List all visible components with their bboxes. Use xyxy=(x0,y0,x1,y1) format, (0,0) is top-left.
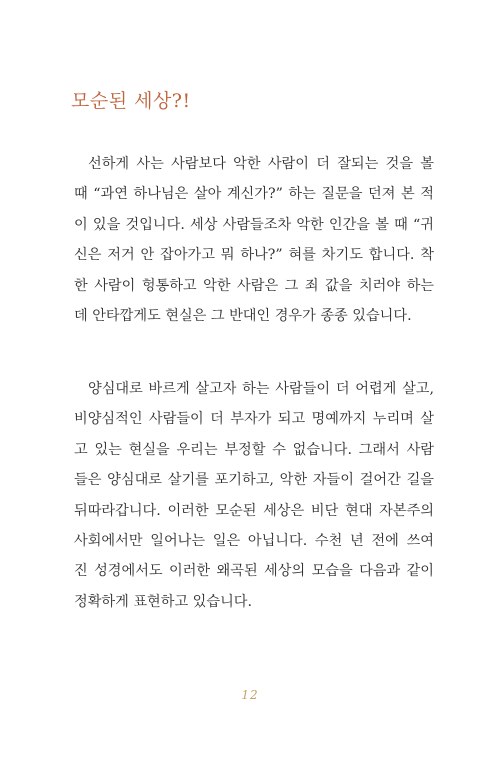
paragraph-1 xyxy=(74,149,434,331)
paragraph-line: 양심대로 바르게 살고자 하는 사람들이 더 어렵게 살고, xyxy=(88,381,434,397)
paragraph-line: 사회에서만 일어나는 일은 아닙니다. 수천 년 전에 쓰여 xyxy=(74,533,434,550)
paragraph-line: 고 있는 현실을 우리는 부정할 수 없습니다. 그래서 사람 xyxy=(74,441,434,458)
paragraph-line: 진 성경에서도 이러한 왜곡된 세상의 모습을 다음과 같이 xyxy=(74,563,434,580)
paragraph-line: 뒤따라갑니다. 이러한 모순된 세상은 비단 현대 자본주의 xyxy=(74,502,434,519)
paragraph-line: 비양심적인 사람들이 더 부자가 되고 명예까지 누리며 살 xyxy=(74,411,434,428)
paragraph-2 xyxy=(74,374,434,617)
paragraph-line: 이 있을 것입니다. 세상 사람들조차 악한 인간을 볼 때 “귀 xyxy=(74,216,434,233)
paragraph-line: 때 “과연 하나님은 살아 계신가?” 하는 질문을 던져 본 적 xyxy=(74,186,434,203)
paragraph-line: 들은 양심대로 살기를 포기하고, 악한 자들이 걸어간 길을 xyxy=(74,472,434,489)
paragraph-line: 선하게 사는 사람보다 악한 사람이 더 잘되는 것을 볼 xyxy=(88,156,434,172)
page-number: 12 xyxy=(241,688,259,702)
paragraph-line: 한 사람이 헝통하고 악한 사람은 그 죄 값을 치러야 하는 xyxy=(74,277,434,294)
paragraph-line: 신은 저거 안 잡아가고 뭐 하나?” 혀를 차기도 합니다. 착 xyxy=(74,247,434,264)
section-title: 모순된 세상?! xyxy=(71,90,191,112)
paragraph-line: 데 안타깝게도 현실은 그 반대인 경우가 종종 있습니다. xyxy=(74,308,412,325)
paragraph-line: 정확하게 표현하고 있습니다. xyxy=(74,593,252,610)
